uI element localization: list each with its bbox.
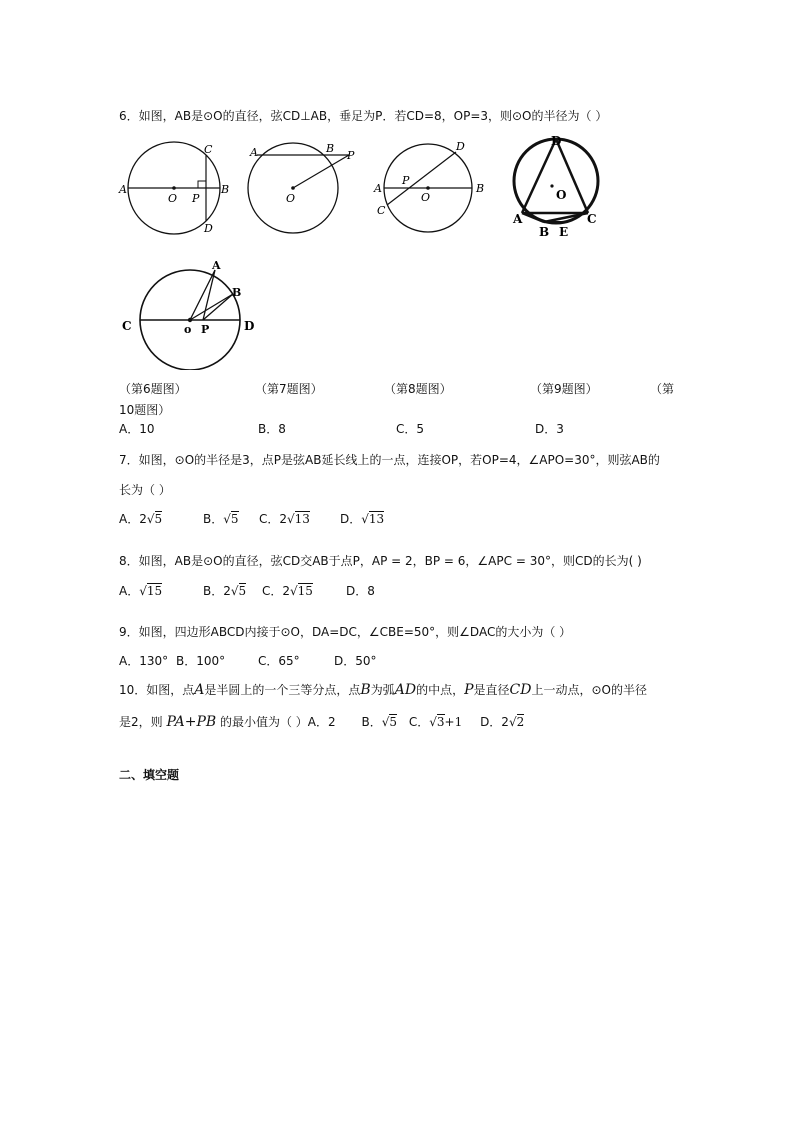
fig8-label-a: A	[374, 182, 382, 195]
caption-fig10-end: 10题图）	[119, 403, 171, 417]
caption-fig10-start: （第	[650, 382, 675, 396]
q10-option-b-radicand: 5	[389, 715, 398, 729]
fig8-label-p: P	[402, 174, 410, 187]
fig7-label-a: A	[250, 146, 258, 159]
caption-fig9: （第9题图）	[530, 382, 598, 396]
fig6-label-d: D	[204, 222, 213, 235]
q10-part7: 是2，则	[119, 715, 163, 729]
q7-option-d-radicand: 13	[368, 512, 385, 526]
caption-fig7: （第7题图）	[255, 382, 323, 396]
q9-option-b: B．100°	[176, 654, 226, 668]
q10-arc-ad: AD	[394, 682, 417, 698]
q8-option-a-label: A．	[119, 584, 140, 598]
q6-option-b: B．8	[258, 422, 286, 436]
q7-option-b-radicand: 5	[230, 512, 239, 526]
fig10-label-c: C	[122, 319, 132, 333]
fig7-label-o: O	[286, 192, 296, 205]
fig9-label-b: B	[539, 225, 550, 239]
q10-part3: 为弧	[370, 683, 395, 697]
fig6-label-p: P	[192, 192, 200, 205]
q7-text-line1: 7．如图，⊙O的半径是3，点P是弦AB延长线上的一点，连接OP，若OP=4，∠APO=30°，则弦AB的	[119, 453, 660, 467]
figure-10	[116, 256, 262, 370]
q7-option-d-label: D．	[340, 512, 362, 526]
section-heading-fill-in: 二、填空题	[119, 768, 180, 782]
q10-point-p: P	[464, 682, 474, 698]
q9-option-d: D．50°	[334, 654, 377, 668]
q8-option-c-radicand: 15	[297, 584, 313, 598]
fig8-label-b: B	[476, 182, 485, 195]
q10-option-d-label: D．2	[480, 715, 509, 729]
q8-option-b: B．2√5	[203, 584, 247, 598]
q7-option-c-label: C．2	[259, 512, 288, 526]
q8-option-a: A．√15	[119, 584, 163, 598]
q6-option-a: A．10	[119, 422, 155, 436]
caption-fig8: （第8题图）	[384, 382, 452, 396]
q8-option-c-label: C．2	[262, 584, 291, 598]
q7-option-d: D．√13	[340, 512, 385, 526]
q10-part6: 上一动点，⊙O的半径	[531, 683, 647, 697]
fig9-label-c: C	[587, 212, 597, 226]
figure-9	[508, 133, 608, 241]
q10-option-c-radicand: 3	[436, 715, 445, 729]
q9-text: 9．如图，四边形ABCD内接于⊙O，DA=DC，∠CBE=50°，则∠DAC的大小为（ ）	[119, 625, 572, 639]
figure-6	[118, 140, 238, 236]
fig6-label-c: C	[204, 143, 213, 156]
fig10-label-p: P	[201, 323, 210, 336]
q10-option-b-label: B．	[361, 715, 382, 729]
q6-option-c: C．5	[396, 422, 425, 436]
fig10-label-b: B	[232, 286, 242, 299]
q10-part1: 10．如图，点	[119, 683, 195, 697]
q7-option-b: B．√5	[203, 512, 239, 526]
fig7-label-p: P	[347, 149, 355, 162]
figure-8	[372, 140, 490, 236]
fig9-label-a: A	[513, 212, 523, 226]
q9-option-c: C．65°	[258, 654, 300, 668]
fig6-label-a: A	[119, 183, 127, 196]
fig7-label-b: B	[326, 142, 335, 155]
fig6-label-b: B	[221, 183, 230, 196]
q8-text: 8．如图，AB是⊙O的直径，弦CD交AB于点P，AP = 2，BP = 6，∠APC = 30°，则CD的长为( )	[119, 554, 642, 568]
q10-option-c-label: C．	[408, 715, 430, 729]
q7-option-a-radicand: 5	[154, 512, 163, 526]
fig8-label-d: D	[456, 140, 465, 153]
q10-part4: 的中点，	[416, 683, 465, 697]
q10-diameter-cd: CD	[509, 682, 532, 698]
fig10-label-a: A	[212, 259, 221, 272]
q10-option-c-tail: +1	[444, 715, 463, 729]
q6-text: 6．如图，AB是⊙O的直径，弦CD⊥AB，垂足为P．若CD=8，OP=3，则⊙O的半径为（ ）	[119, 109, 608, 123]
q10-option-d-radicand: 2	[516, 715, 525, 729]
q10-part2: 是半圆上的一个三等分点，点	[204, 683, 361, 697]
q8-option-d: D．8	[346, 584, 375, 598]
q10-part5: 是直径	[473, 683, 510, 697]
q7-option-a-label: A．2	[119, 512, 147, 526]
q8-option-b-radicand: 5	[238, 584, 247, 598]
q8-option-c: C．2√15	[262, 584, 313, 598]
fig9-label-o: O	[556, 188, 567, 202]
q8-option-a-radicand: 15	[146, 584, 163, 598]
fig10-label-d: D	[244, 319, 255, 333]
fig6-label-o: O	[168, 192, 178, 205]
q7-option-c: C．2√13	[259, 512, 310, 526]
fig8-label-o: O	[421, 191, 431, 204]
q10-expression: PA+PB	[166, 714, 217, 730]
q7-option-b-label: B．	[203, 512, 224, 526]
q10-text-line1	[119, 682, 647, 698]
q10-point-b: B	[360, 682, 371, 698]
q10-part8: 的最小值为（ ）A．2	[219, 715, 336, 729]
q9-option-a: A．130°	[119, 654, 169, 668]
fig10-label-o: o	[184, 323, 192, 336]
q6-option-d: D．3	[535, 422, 564, 436]
caption-fig6: （第6题图）	[119, 382, 187, 396]
q7-option-a: A．2√5	[119, 512, 163, 526]
q8-option-b-label: B．2	[203, 584, 231, 598]
q10-point-a: A	[194, 682, 205, 698]
fig9-label-e: E	[559, 225, 569, 239]
q7-text-line2: 长为（ ）	[119, 483, 171, 497]
q10-text-line2: 是2，则 PA+PB 的最小值为（ ）A．2 B．√5 C．√3+1 D．2√2	[119, 714, 525, 730]
fig9-label-d: D	[551, 134, 562, 148]
q7-option-c-radicand: 13	[294, 512, 310, 526]
fig8-label-c: C	[377, 204, 386, 217]
figure-7	[246, 140, 364, 236]
